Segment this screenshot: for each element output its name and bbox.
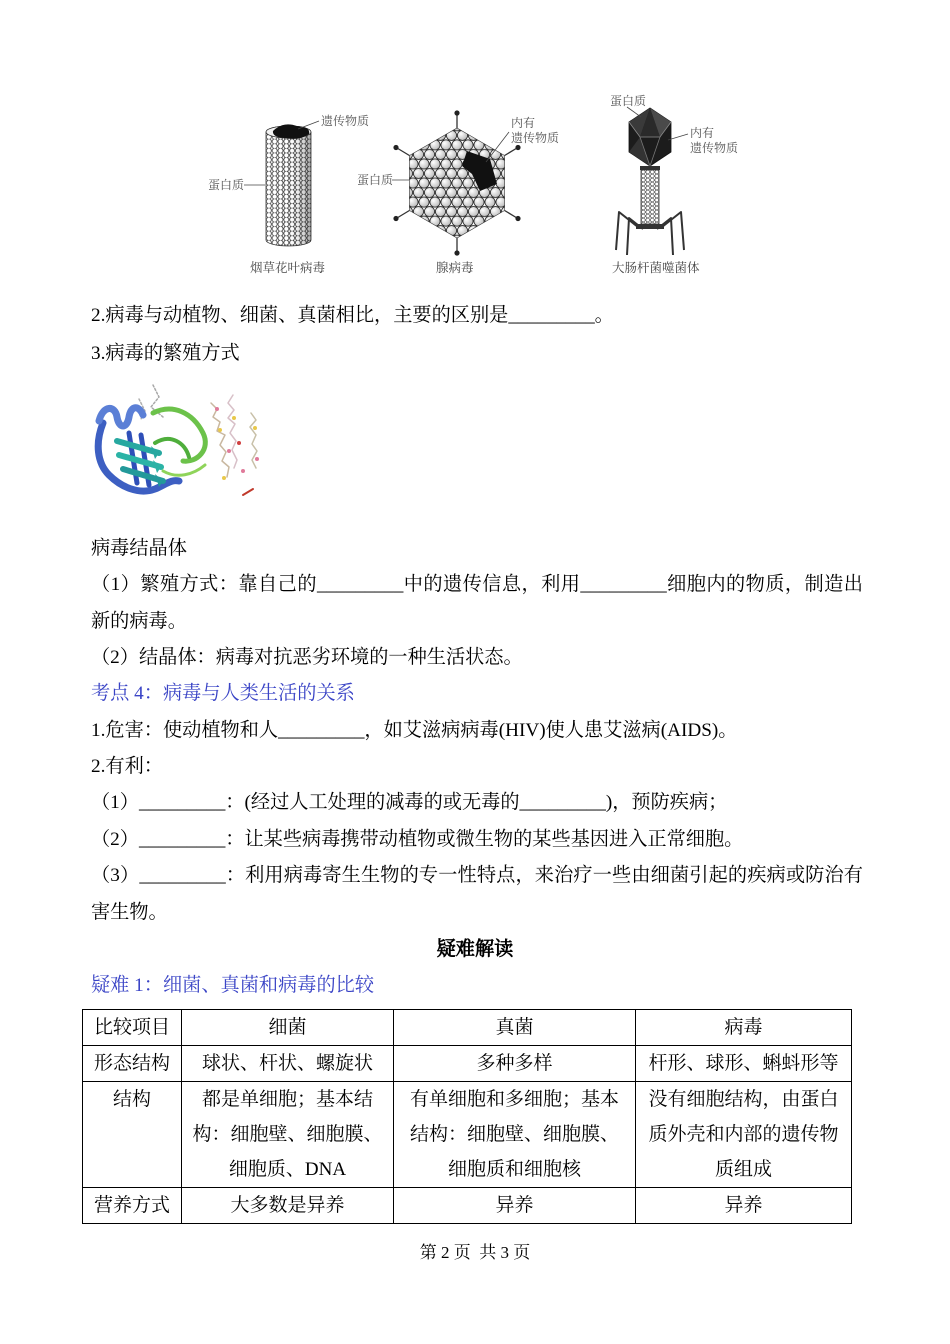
- benefit-item-1: （1）_________：(经过人工处理的减毒的或无毒的_________)，预防疾病；: [91, 792, 728, 813]
- phage-collar: [640, 166, 660, 170]
- phage-diagram: [610, 93, 738, 275]
- difficulty-1-heading: 疑难 1：细菌、真菌和病毒的比较: [91, 975, 375, 996]
- phage-protein-label: 蛋白质: [610, 94, 647, 108]
- page-footer: 第 2 页 共 3 页: [419, 1243, 531, 1262]
- benefit-heading: 2.有利：: [91, 756, 163, 777]
- table-cell: 大多数是异养: [182, 1188, 394, 1224]
- adenovirus-caption: 腺病毒: [436, 260, 474, 275]
- table-header-cell: 细菌: [182, 1010, 394, 1046]
- table-cell: 营养方式: [83, 1188, 182, 1224]
- tmv-shading: [266, 126, 311, 246]
- comparison-table: [82, 1009, 852, 1224]
- question-2: 2.病毒与动植物、细菌、真菌相比，主要的区别是_________。: [91, 305, 614, 326]
- phage-inside-label-1: 内有: [690, 126, 715, 140]
- adenovirus-inside-label-1: 内有: [511, 116, 536, 130]
- tmv-genetic-leader-line: [298, 121, 319, 129]
- table-cell: 都是单细胞；基本结构：细胞壁、细胞膜、细胞质、DNA: [182, 1082, 394, 1188]
- table-cell: 杆形、球形、蝌蚪形等: [636, 1046, 852, 1082]
- reproduction-heading: 3.病毒的繁殖方式: [91, 343, 240, 364]
- tmv-protein-label: 蛋白质: [208, 178, 245, 192]
- reproduction-point-1: （1）繁殖方式：靠自己的_________中的遗传信息，利用_________细胞内的物质，制造出新的病毒。: [91, 574, 863, 632]
- virus-structure-figure: [0, 0, 950, 290]
- difficulty-title: 疑难解读: [436, 939, 514, 960]
- kaodian-4-heading: 考点 4：病毒与人类生活的关系: [91, 683, 355, 704]
- adenovirus-inside-label-2: 遗传物质: [511, 131, 560, 145]
- benefit-item-3: （3）_________：利用病毒寄生生物的专一性特点，来治疗一些由细菌引起的疾病或防治有害生物。: [91, 865, 863, 923]
- tmv-diagram: [208, 113, 369, 275]
- tmv-caption: 烟草花叶病毒: [250, 260, 326, 275]
- table-row: [83, 1188, 852, 1224]
- crystal-caption: 病毒结晶体: [91, 538, 187, 559]
- adenovirus-protein-label: 蛋白质: [357, 173, 394, 187]
- tmv-genetic-label: 遗传物质: [321, 114, 370, 128]
- phage-protein-leader-line: [627, 107, 641, 117]
- table-cell: 多种多样: [394, 1046, 636, 1082]
- table-header-cell: 比较项目: [83, 1010, 182, 1046]
- phage-tail-sheath: [641, 170, 659, 224]
- table-cell: 球状、杆状、螺旋状: [182, 1046, 394, 1082]
- benefit-item-2: （2）_________：让某些病毒携带动植物或微生物的某些基因进入正常细胞。: [91, 829, 744, 850]
- table-cell: 没有细胞结构，由蛋白质外壳和内部的遗传物质组成: [636, 1082, 852, 1188]
- harm-item: 1.危害：使动植物和人_________，如艾滋病病毒(HIV)使人患艾滋病(AIDS)。: [91, 720, 738, 741]
- virus-crystal-image: [93, 383, 268, 508]
- table-header-row: [83, 1010, 852, 1046]
- table-row: [83, 1082, 852, 1188]
- phage-caption: 大肠杆菌噬菌体: [612, 260, 700, 275]
- table-header-cell: 真菌: [394, 1010, 636, 1046]
- table-row: [83, 1046, 852, 1082]
- adenovirus-diagram: [357, 110, 559, 275]
- table-header-cell: 病毒: [636, 1010, 852, 1046]
- reproduction-point-2: （2）结晶体：病毒对抗恶劣环境的一种生活状态。: [91, 647, 523, 668]
- table-cell: 有单细胞和多细胞；基本结构：细胞壁、细胞膜、细胞质和细胞核: [394, 1082, 636, 1188]
- table-cell: 异养: [636, 1188, 852, 1224]
- table-cell: 形态结构: [83, 1046, 182, 1082]
- phage-inside-label-2: 遗传物质: [690, 141, 739, 155]
- table-cell: 结构: [83, 1082, 182, 1188]
- table-cell: 异养: [394, 1188, 636, 1224]
